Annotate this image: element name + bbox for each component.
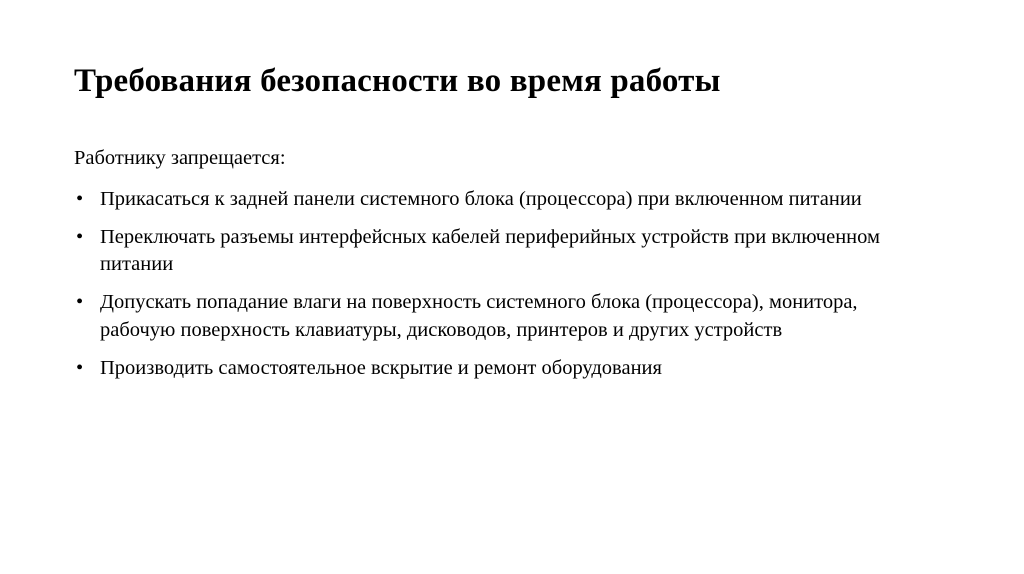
list-item-label: Переключать разъемы интерфейсных кабелей периферийных устройств при включенном питании (100, 225, 880, 276)
bullet-icon: • (76, 291, 84, 314)
bullet-icon: • (76, 225, 84, 248)
bullet-icon: • (76, 187, 84, 210)
list-item (74, 186, 904, 213)
intro-paragraph: Работнику запрещается: (74, 147, 286, 169)
slide-body (74, 145, 904, 393)
list-item-label: Производить самостоятельное вскрытие и ремонт оборудования (100, 356, 662, 379)
bullet-icon: • (76, 356, 84, 379)
page-title: Требования безопасности во время работы (74, 63, 721, 100)
prohibition-list (74, 186, 904, 383)
list-item (74, 289, 904, 344)
list-item (74, 224, 904, 279)
list-item (74, 355, 904, 382)
list-item-label: Прикасаться к задней панели системного блока (процессора) при включенном питании (100, 187, 862, 210)
list-item-label: Допускать попадание влаги на поверхность системного блока (процессора), монитора, рабочую поверхность клавиатуры, дисководов, принтеров и других устройств (100, 291, 858, 341)
